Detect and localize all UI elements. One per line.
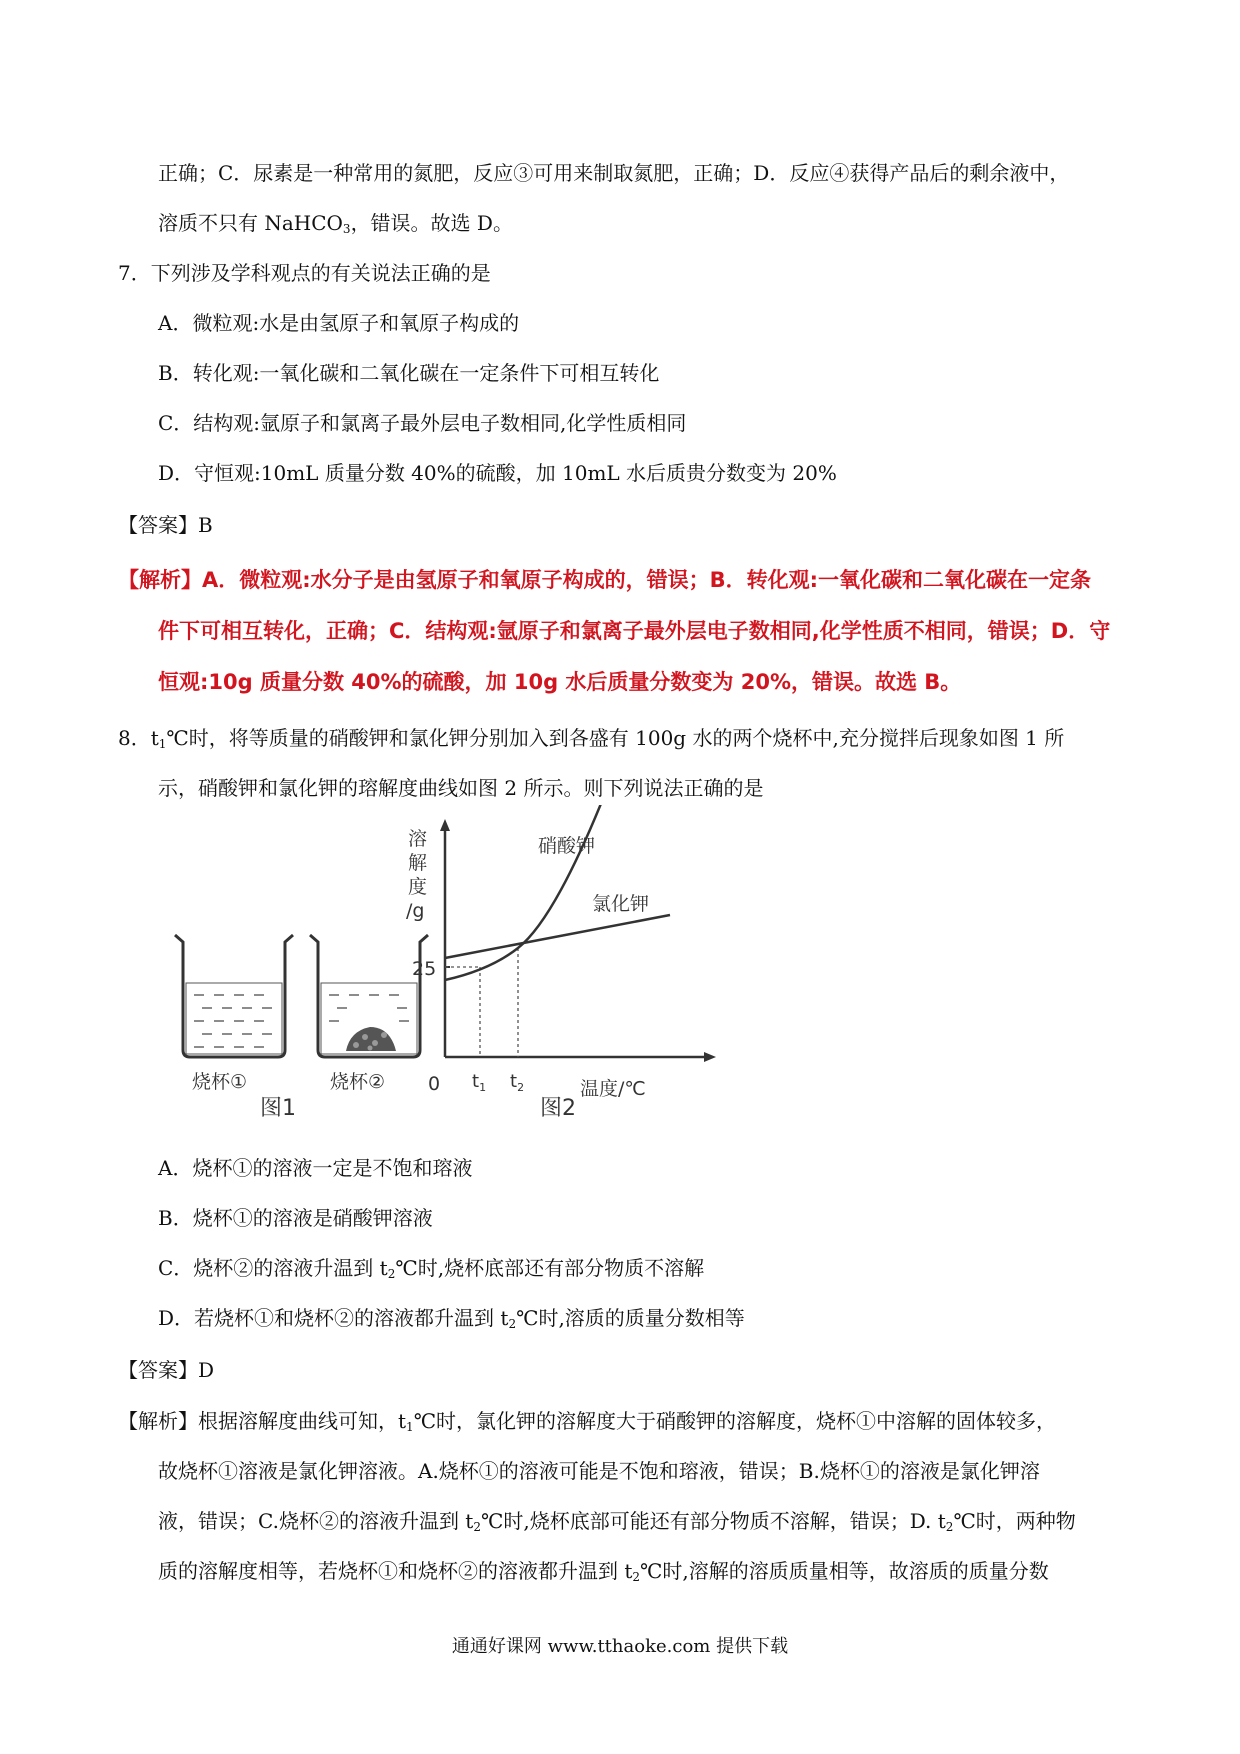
text-part: D．若烧杯①和烧杯②的溶液都升温到 t xyxy=(158,1306,509,1330)
text-part: 【解析】根据溶解度曲线可知，t xyxy=(118,1409,407,1433)
q8-analysis-line-4 xyxy=(158,1558,1049,1590)
solubility-figure xyxy=(150,805,750,1120)
q7-option-d: D．守恒观:10mL 质量分数 40%的硫酸，加 10mL 水后质贵分数变为 20% xyxy=(158,461,837,485)
text-part: ℃时,溶解的溶质质量相等，故溶质的质量分数 xyxy=(640,1559,1049,1583)
kcl-series-label: 氯化钾 xyxy=(592,893,650,915)
beaker-2 xyxy=(310,935,428,1057)
q8-option-b: B．烧杯①的溶液是硝酸钾溶液 xyxy=(158,1206,433,1230)
y-label-4: /g xyxy=(406,900,425,922)
subscript: 2 xyxy=(945,1520,954,1534)
q7-option-b: B．转化观:一氧化碳和二氧化碳在一定条件下可相互转化 xyxy=(158,361,660,385)
q8-analysis-line-2: 故烧杯①溶液是氯化钾溶液。A.烧杯①的溶液可能是不饱和瑢液，错误；B.烧杯①的溶液是氯化钾溶 xyxy=(158,1459,1040,1483)
subscript: 1 xyxy=(158,737,167,751)
beaker-1 xyxy=(175,935,293,1057)
text-part: 液，错误；C.烧杯②的溶液升温到 t xyxy=(158,1509,474,1533)
page-footer: 通通好课网 www.tthaoke.com 提供下载 xyxy=(451,1636,789,1657)
beaker-1-label: 烧杯① xyxy=(192,1071,248,1093)
q8-stem-line-1 xyxy=(118,725,1064,757)
text-part: ℃时,烧杯底部还有部分物质不溶解 xyxy=(395,1256,705,1280)
text-part: ℃时,溶质的质量分数相等 xyxy=(516,1306,745,1330)
kno3-series-label: 硝酸钾 xyxy=(538,835,596,857)
q8-option-a: A．烧杯①的溶液一定是不饱和瑢液 xyxy=(158,1156,473,1180)
prev-text-part: ，错误。故选 D。 xyxy=(350,211,513,235)
subscript: 2 xyxy=(473,1520,481,1534)
y-label-2: 解 xyxy=(408,852,428,874)
text-part: 8．t xyxy=(118,726,159,750)
text-part: ℃时，氯化钾的溶解度大于硝酸钾的溶解度，烧杯①中溶解的固体较多， xyxy=(413,1409,1057,1433)
q7-analysis-line-1: 【解析】A．微粒观:水分子是由氢原子和氧原子构成的，错误；B．转化观:一氧化碳和二氧化碳在一定条 xyxy=(118,568,1092,592)
q8-stem-line-2: 示，硝酸钾和氯化钾的瑢解度曲线如图 2 所示。则下列说法正确的是 xyxy=(158,776,764,800)
prev-text-part: 溶质不只有 NaHCO xyxy=(158,211,343,235)
q7-analysis-line-3: 恒观:10g 质量分数 40%的硫酸，加 10g 水后质量分数变为 20%，错误。故选 B。 xyxy=(158,670,962,694)
x-axis-label: 温度/℃ xyxy=(580,1078,646,1100)
q8-option-c xyxy=(158,1255,704,1287)
kcl-curve xyxy=(445,915,670,958)
prev-text-line-2 xyxy=(158,210,513,242)
beaker-2-label: 烧杯② xyxy=(330,1071,386,1093)
text-part: ℃时,烧杯底部可能还有部分物质不溶解，错误；D. t xyxy=(480,1509,946,1533)
q8-analysis-line-3 xyxy=(158,1508,1076,1540)
origin-label: 0 xyxy=(428,1073,441,1095)
y-tick-25: 25 xyxy=(412,958,437,980)
q8-option-d xyxy=(158,1305,745,1337)
t2-label: $t_2$ xyxy=(510,1071,525,1094)
q8-analysis-line-1 xyxy=(118,1408,1056,1440)
q8-answer: 【答案】D xyxy=(118,1358,215,1382)
text-part: ℃时，两种物 xyxy=(953,1509,1076,1533)
subscript: 2 xyxy=(632,1570,641,1584)
text-part: C．烧杯②的溶液升温到 t xyxy=(158,1256,388,1280)
subscript: 2 xyxy=(508,1317,517,1331)
fig1-caption: 图1 xyxy=(260,1096,296,1120)
q7-option-a: A．微粒观:水是由氢原子和氧原子构成的 xyxy=(158,311,520,335)
subscript: 2 xyxy=(387,1267,396,1281)
text-part: 质的溶解度相等，若烧杯①和烧杯②的溶液都升温到 t xyxy=(158,1559,633,1583)
subscript: 1 xyxy=(406,1420,414,1434)
text-part: ℃时，将等质量的硝酸钾和氯化钾分别加入到各盛有 100g 水的两个烧杯中,充分搅拌后现象如图 1 所 xyxy=(166,726,1065,750)
q7-analysis-line-2: 件下可相互转化，正确；C．结构观:氩原子和氯离子最外层电子数相同,化学性质不相同，错误；D．守 xyxy=(158,619,1111,643)
y-label-1: 溶 xyxy=(408,828,428,850)
q7-stem: 7．下列涉及学科观点的有关说法正确的是 xyxy=(118,261,491,285)
q7-option-c: C．结构观:氩原子和氯离子最外层电子数相同,化学性质相同 xyxy=(158,411,687,435)
t1-label: $t_1$ xyxy=(472,1071,487,1094)
prev-text-line-1: 正确；C．尿素是一种常用的氮肥，反应③可用来制取氮肥，正确；D．反应④获得产品后的剩余液中， xyxy=(158,161,1070,185)
fig2-caption: 图2 xyxy=(540,1096,576,1120)
y-label-3: 度 xyxy=(408,876,428,898)
q7-answer: 【答案】B xyxy=(118,513,213,537)
subscript: 3 xyxy=(342,222,351,236)
